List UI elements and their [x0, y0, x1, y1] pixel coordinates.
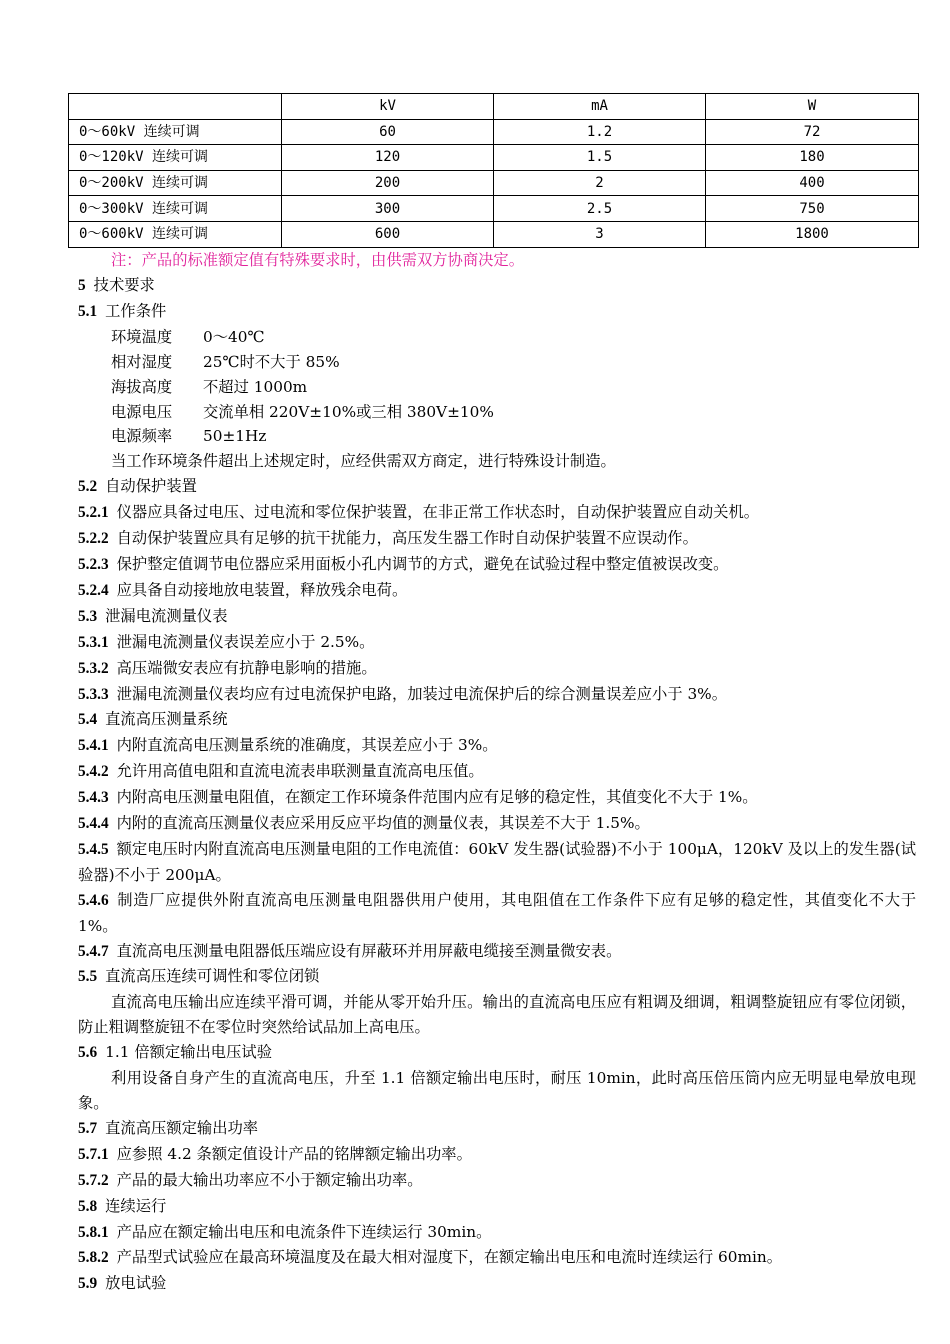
- clause-text: 内附高电压测量电阻值，在额定工作环境条件范围内应有足够的稳定性，其值变化不大于 1%。: [116, 788, 758, 807]
- table-row: [69, 119, 919, 145]
- table-cell: 180: [706, 145, 919, 171]
- clause: [78, 630, 916, 656]
- section-number: 5.4: [78, 711, 98, 729]
- condition-row: [78, 325, 916, 350]
- section-title: 1.1 倍额定输出电压试验: [105, 1043, 272, 1062]
- clause-number: 5.3.1: [78, 633, 109, 651]
- section-heading: [78, 1116, 916, 1142]
- clause-number: 5.2.4: [78, 581, 109, 599]
- table-cell: 2.5: [494, 196, 706, 222]
- clause-number: 5.2.3: [78, 555, 109, 573]
- clause: [78, 552, 916, 578]
- condition-label: 电源频率: [111, 427, 173, 446]
- section-number: 5.5: [78, 968, 98, 986]
- section-title: 直流高压连续可调性和零位闭锁: [105, 967, 320, 986]
- table-row: [69, 145, 919, 171]
- section-title: 泄漏电流测量仪表: [105, 606, 228, 625]
- clause-text: 保护整定值调节电位器应采用面板小孔内调节的方式，避免在试验过程中整定值被误改变。: [116, 554, 729, 573]
- clause-text: 产品的最大输出功率应不小于额定输出功率。: [116, 1170, 423, 1189]
- clause-text: 产品应在额定输出电压和电流条件下连续运行 30min。: [116, 1222, 492, 1241]
- clause-number: 5.2.2: [78, 530, 109, 548]
- clause: [78, 500, 916, 526]
- table-row: [69, 170, 919, 196]
- section-number: 5: [78, 277, 86, 294]
- table-cell: 120: [282, 145, 494, 171]
- condition-value: 50±1Hz: [203, 427, 267, 446]
- clause-number: 5.7.1: [78, 1145, 109, 1163]
- section-number: 5.9: [78, 1275, 98, 1293]
- clause: [78, 578, 916, 604]
- clause-text: 应具备自动接地放电装置，释放残余电荷。: [116, 580, 408, 599]
- table-cell: 60: [282, 119, 494, 145]
- table-cell: 200: [282, 170, 494, 196]
- clause-text: 泄漏电流测量仪表误差应小于 2.5%。: [116, 632, 375, 651]
- section-title: 自动保护装置: [105, 477, 197, 496]
- clause-text: 允许用高值电阻和直流电流表串联测量直流高电压值。: [116, 762, 484, 781]
- section-heading: [78, 707, 916, 733]
- section-number: 5.2: [78, 478, 98, 496]
- condition-label: 海拔高度: [111, 377, 173, 396]
- table-cell: 3: [494, 221, 706, 247]
- table-row: [69, 196, 919, 222]
- clause-number: 5.2.1: [78, 504, 109, 522]
- condition-label: 相对湿度: [111, 352, 173, 371]
- clause-number: 5.8.2: [78, 1249, 109, 1267]
- clause-text: 自动保护装置应具有足够的抗干扰能力，高压发生器工作时自动保护装置不应误动作。: [116, 529, 698, 548]
- section-number: 5.7: [78, 1119, 98, 1137]
- table-header-cell: [69, 94, 282, 120]
- section-heading: [78, 1040, 916, 1066]
- paragraph: 直流高电压输出应连续平滑可调，并能从零开始升压。输出的直流高电压应有粗调及细调，粗调整旋钮应有零位闭锁，防止粗调整旋钮不在零位时突然给试品加上高电压。: [78, 993, 916, 1037]
- clause: [78, 837, 916, 888]
- table-cell: 0～300kV 连续可调: [69, 196, 282, 222]
- table-header-row: [69, 94, 919, 120]
- clause-number: 5.4.7: [78, 942, 109, 960]
- section-title: 直流高压测量系统: [105, 710, 228, 729]
- section-number: 5.1: [78, 302, 98, 320]
- table-header-cell: kV: [282, 94, 494, 120]
- condition-row: [78, 375, 916, 400]
- clause: [78, 939, 916, 965]
- table-cell: 72: [706, 119, 919, 145]
- table-note-wrap: [78, 248, 524, 273]
- clause-text: 高压端微安表应有抗静电影响的措施。: [116, 658, 377, 677]
- clause: [78, 526, 916, 552]
- condition-value: 交流单相 220V±10%或三相 380V±10%: [203, 402, 494, 421]
- document-body: [78, 273, 916, 1297]
- section-heading: [78, 1271, 916, 1297]
- table-cell: 0～600kV 连续可调: [69, 221, 282, 247]
- table-cell: 1800: [706, 221, 919, 247]
- clause-number: 5.4.4: [78, 815, 109, 833]
- clause-text: 产品型式试验应在最高环境温度及在最大相对湿度下，在额定输出电压和电流时连续运行 60min。: [116, 1248, 783, 1267]
- clause-number: 5.4.3: [78, 789, 109, 807]
- clause: [78, 1142, 916, 1168]
- section-heading: [78, 474, 916, 500]
- clause-number: 5.4.2: [78, 763, 109, 781]
- table-note: 注：产品的标准额定值有特殊要求时，由供需双方协商决定。: [111, 251, 525, 269]
- clause: [78, 1168, 916, 1194]
- section-number: 5.8: [78, 1197, 98, 1215]
- table-cell: 300: [282, 196, 494, 222]
- clause: [78, 656, 916, 682]
- section-number: 5.3: [78, 607, 98, 625]
- section-heading: [78, 604, 916, 630]
- rating-table: [68, 93, 919, 248]
- clause-text: 直流高电压测量电阻器低压端应设有屏蔽环并用屏蔽电缆接至测量微安表。: [116, 941, 622, 960]
- section-heading: [78, 299, 916, 325]
- table-cell: 600: [282, 221, 494, 247]
- table-row: [69, 221, 919, 247]
- section-title: 连续运行: [105, 1196, 167, 1215]
- section-number: 5.6: [78, 1044, 98, 1062]
- clause: [78, 811, 916, 837]
- clause-text: 仪器应具备过电压、过电流和零位保护装置，在非正常工作状态时，自动保护装置应自动关机。: [116, 503, 760, 522]
- section-heading: [78, 964, 916, 990]
- section-title: 直流高压额定输出功率: [105, 1118, 259, 1137]
- clause: [78, 733, 916, 759]
- section-title: 放电试验: [105, 1274, 167, 1293]
- clause-text: 应参照 4.2 条额定值设计产品的铭牌额定输出功率。: [116, 1144, 472, 1163]
- clause: [78, 1220, 916, 1246]
- table-cell: 1.5: [494, 145, 706, 171]
- table-header-cell: W: [706, 94, 919, 120]
- table-cell: 0～200kV 连续可调: [69, 170, 282, 196]
- table-header-cell: mA: [494, 94, 706, 120]
- table-cell: 2: [494, 170, 706, 196]
- section-heading: [78, 273, 916, 299]
- clause: [78, 1245, 916, 1271]
- paragraph: 当工作环境条件超出上述规定时，应经供需双方商定，进行特殊设计制造。: [111, 452, 616, 471]
- clause-number: 5.4.1: [78, 737, 109, 755]
- table-cell: 750: [706, 196, 919, 222]
- clause-text: 泄漏电流测量仪表均应有过电流保护电路，加装过电流保护后的综合测量误差应小于 3%。: [116, 684, 728, 703]
- clause-number: 5.8.1: [78, 1223, 109, 1241]
- table-cell: 1.2: [494, 119, 706, 145]
- clause: [78, 682, 916, 708]
- condition-label: 电源电压: [111, 402, 173, 421]
- section-title: 技术要求: [93, 276, 155, 294]
- condition-value: 0～40℃: [203, 327, 265, 346]
- clause-number: 5.4.5: [78, 840, 109, 858]
- clause-number: 5.7.2: [78, 1171, 109, 1189]
- section-title: 工作条件: [105, 301, 167, 320]
- clause: [78, 759, 916, 785]
- clause-text: 内附的直流高压测量仪表应采用反应平均值的测量仪表，其误差不大于 1.5%。: [116, 814, 650, 833]
- condition-value: 25℃时不大于 85%: [203, 352, 340, 371]
- clause-text: 额定电压时内附直流高电压测量电阻的工作电流值：60kV 发生器(试验器)不小于 100μA，120kV 及以上的发生器(试验器)不小于 200μA。: [78, 839, 916, 884]
- condition-row: [78, 400, 916, 425]
- table-cell: 400: [706, 170, 919, 196]
- clause-number: 5.3.3: [78, 685, 109, 703]
- condition-value: 不超过 1000m: [203, 377, 308, 396]
- clause-number: 5.3.2: [78, 659, 109, 677]
- table-cell: 0～60kV 连续可调: [69, 119, 282, 145]
- clause: [78, 785, 916, 811]
- condition-row: [78, 350, 916, 375]
- section-heading: [78, 1194, 916, 1220]
- paragraph: 利用设备自身产生的直流高电压，升至 1.1 倍额定输出电压时，耐压 10min，此时高压倍压筒内应无明显电晕放电现象。: [78, 1069, 916, 1112]
- clause-number: 5.4.6: [78, 891, 109, 909]
- clause-text: 制造厂应提供外附直流高电压测量电阻器供用户使用，其电阻值在工作条件下应有足够的稳定性，其值变化不大于 1%。: [78, 890, 916, 935]
- clause: [78, 888, 916, 939]
- clause-text: 内附直流高电压测量系统的准确度，其误差应小于 3%。: [116, 736, 498, 755]
- condition-row: [78, 424, 916, 449]
- condition-label: 环境温度: [111, 327, 173, 346]
- table-cell: 0～120kV 连续可调: [69, 145, 282, 171]
